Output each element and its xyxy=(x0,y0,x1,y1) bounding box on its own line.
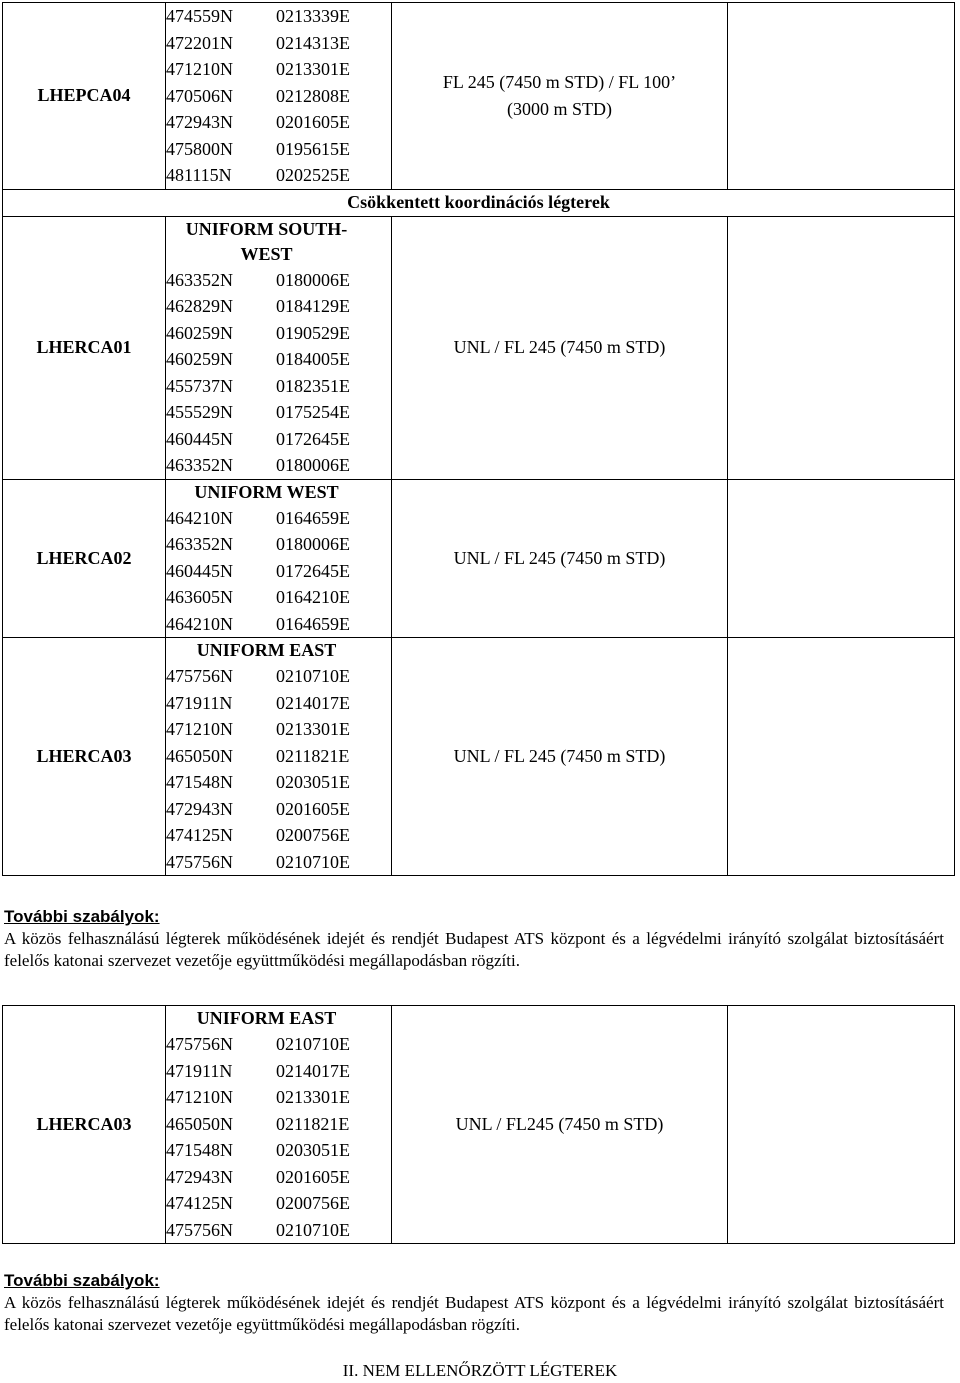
coordinate-pair xyxy=(166,136,391,163)
longitude: 0172645E xyxy=(276,428,350,449)
longitude: 0201605E xyxy=(276,112,350,132)
latitude: 460445N xyxy=(166,428,233,449)
coordinate-pair xyxy=(166,690,391,717)
coordinate-pair xyxy=(166,452,391,479)
zone-name: UNIFORM EAST xyxy=(196,1008,337,1028)
latitude: 463605N xyxy=(166,587,233,607)
longitude: 0180006E xyxy=(276,534,350,554)
latitude: 472201N xyxy=(166,32,233,53)
longitude: 0182351E xyxy=(276,375,350,396)
coordinate-pair xyxy=(166,83,391,110)
longitude: 0202525E xyxy=(276,165,350,185)
zone-name: UNIFORM WEST xyxy=(194,481,339,502)
rules-title: További szabályok: xyxy=(4,907,160,926)
longitude: 0210710E xyxy=(276,851,350,872)
airspace-table-2 xyxy=(2,1005,955,1244)
coordinate-pair xyxy=(166,1164,391,1191)
zone-code: LHERCA03 xyxy=(3,638,166,876)
altitude-line: (3000 m STD) xyxy=(507,98,612,119)
longitude: 0164210E xyxy=(276,587,350,607)
rules-title: További szabályok: xyxy=(4,1271,160,1290)
coordinate-pair xyxy=(166,1058,391,1085)
coordinate-pair xyxy=(166,162,391,189)
coordinate-pair xyxy=(166,1137,391,1164)
section-heading: Csökkentett koordinációs légterek xyxy=(3,189,955,216)
empty-cell xyxy=(728,3,955,190)
zone-row xyxy=(3,1006,955,1244)
coordinate-pair xyxy=(166,1031,391,1058)
coordinate-pair xyxy=(166,373,391,400)
latitude: 471210N xyxy=(166,719,233,739)
latitude: 462829N xyxy=(166,296,233,316)
empty-cell xyxy=(728,1006,955,1244)
latitude: 463352N xyxy=(166,455,233,475)
coordinate-pair xyxy=(166,716,391,743)
rules-body: A közös felhasználású légterek működésének idejét és rendjét Budapest ATS központ és a légvédelmi irányító szolgálat biztosításáért felelős katonai szervezet vezetője együttműködési megállapodásban rögzíti. xyxy=(4,1293,944,1334)
longitude: 0213301E xyxy=(276,719,350,739)
coordinate-pair xyxy=(166,426,391,453)
coordinate-pair xyxy=(166,1217,391,1244)
longitude: 0180006E xyxy=(276,455,350,475)
rules-body: A közös felhasználású légterek működésének idejét és rendjét Budapest ATS központ és a légvédelmi irányító szolgálat biztosításáért felelős katonai szervezet vezetője együttműködési megállapodásban rögzíti. xyxy=(4,929,944,970)
zone-row xyxy=(3,479,955,638)
zone-row-lhepca04 xyxy=(3,3,955,190)
coordinate-pair xyxy=(166,293,391,320)
latitude: 455529N xyxy=(166,402,233,422)
longitude: 0175254E xyxy=(276,402,350,422)
latitude: 475756N xyxy=(166,1034,233,1054)
latitude: 471210N xyxy=(166,1087,233,1107)
zone-name: UNIFORM SOUTH- xyxy=(185,218,348,239)
longitude: 0214313E xyxy=(276,32,350,53)
airspace-table-1-body xyxy=(3,3,955,876)
longitude: 0200756E xyxy=(276,825,350,845)
coordinate-pair xyxy=(166,505,391,532)
latitude: 475756N xyxy=(166,851,233,872)
latitude: 455737N xyxy=(166,375,233,396)
coordinate-pair xyxy=(166,611,391,638)
coordinate-pair xyxy=(166,1111,391,1138)
longitude: 0213301E xyxy=(276,59,350,79)
latitude: 460259N xyxy=(166,349,233,369)
latitude: 471548N xyxy=(166,772,233,792)
latitude: 481115N xyxy=(166,165,232,185)
latitude: 465050N xyxy=(166,745,233,766)
altitude-limits: UNL / FL245 (7450 m STD) xyxy=(392,1006,728,1244)
longitude: 0164659E xyxy=(276,613,350,634)
coordinate-pair xyxy=(166,30,391,57)
longitude: 0210710E xyxy=(276,1219,350,1240)
coordinate-pair xyxy=(166,1190,391,1217)
zone-row xyxy=(3,216,955,479)
latitude: 474125N xyxy=(166,1193,233,1213)
coordinate-pair xyxy=(166,531,391,558)
latitude: 470506N xyxy=(166,85,233,106)
coordinate-pair xyxy=(166,267,391,294)
latitude: 474559N xyxy=(166,6,233,26)
longitude: 0213301E xyxy=(276,1087,350,1107)
longitude: 0200756E xyxy=(276,1193,350,1213)
airspace-table-1 xyxy=(2,2,955,876)
coordinate-pair xyxy=(166,822,391,849)
latitude: 460445N xyxy=(166,560,233,581)
longitude: 0203051E xyxy=(276,772,350,792)
additional-rules-2 xyxy=(4,1270,944,1336)
longitude: 0203051E xyxy=(276,1140,350,1160)
coordinate-list xyxy=(166,479,392,638)
longitude: 0184005E xyxy=(276,349,350,369)
additional-rules-1 xyxy=(4,906,944,972)
longitude: 0214017E xyxy=(276,692,350,713)
latitude: 474125N xyxy=(166,825,233,845)
zone-row xyxy=(3,638,955,876)
latitude: 471911N xyxy=(166,692,233,713)
altitude-limits: UNL / FL 245 (7450 m STD) xyxy=(392,216,728,479)
latitude: 475756N xyxy=(166,1219,233,1240)
longitude: 0172645E xyxy=(276,560,350,581)
zone-name: WEST xyxy=(240,243,293,264)
latitude: 472943N xyxy=(166,798,233,819)
longitude: 0214017E xyxy=(276,1060,350,1081)
coordinate-pair xyxy=(166,3,391,30)
zone-code: LHERCA01 xyxy=(3,216,166,479)
latitude: 471210N xyxy=(166,59,233,79)
longitude: 0211821E xyxy=(276,745,350,766)
section-heading-uncontrolled-airspace: II. NEM ELLENŐRZÖTT LÉGTEREK xyxy=(342,1361,618,1380)
latitude: 464210N xyxy=(166,507,233,528)
latitude: 463352N xyxy=(166,269,233,290)
coordinate-pair xyxy=(166,558,391,585)
longitude: 0180006E xyxy=(276,269,350,290)
longitude: 0201605E xyxy=(276,1166,350,1187)
longitude: 0211821E xyxy=(276,1113,350,1134)
coordinate-pair xyxy=(166,849,391,876)
latitude: 472943N xyxy=(166,1166,233,1187)
coordinate-pair xyxy=(166,584,391,611)
longitude: 0190529E xyxy=(276,322,350,343)
coordinate-pair xyxy=(166,399,391,426)
coordinate-pair xyxy=(166,769,391,796)
longitude: 0212808E xyxy=(276,85,350,106)
coordinate-pair xyxy=(166,320,391,347)
altitude-limits xyxy=(392,3,728,190)
airspace-table-2-body xyxy=(3,1006,955,1244)
coordinate-pair xyxy=(166,346,391,373)
altitude-line: FL 245 (7450 m STD) / FL 100’ xyxy=(442,72,677,93)
longitude: 0210710E xyxy=(276,1034,350,1054)
coordinate-pair xyxy=(166,56,391,83)
latitude: 471911N xyxy=(166,1060,233,1081)
altitude-limits: UNL / FL 245 (7450 m STD) xyxy=(392,638,728,876)
zone-name: UNIFORM EAST xyxy=(196,640,337,660)
coordinate-pair xyxy=(166,796,391,823)
longitude: 0164659E xyxy=(276,507,350,528)
latitude: 471548N xyxy=(166,1140,233,1160)
longitude: 0201605E xyxy=(276,798,350,819)
latitude: 465050N xyxy=(166,1113,233,1134)
latitude: 472943N xyxy=(166,112,233,132)
altitude-limits: UNL / FL 245 (7450 m STD) xyxy=(392,479,728,638)
empty-cell xyxy=(728,479,955,638)
longitude: 0213339E xyxy=(276,6,350,26)
longitude: 0210710E xyxy=(276,666,350,686)
coordinate-pair xyxy=(166,663,391,690)
zone-code: LHEPCA04 xyxy=(3,3,166,190)
longitude: 0184129E xyxy=(276,296,350,316)
coordinate-list xyxy=(166,1006,392,1244)
coordinate-list xyxy=(166,3,392,190)
latitude: 475800N xyxy=(166,138,233,159)
empty-cell xyxy=(728,638,955,876)
section-row xyxy=(3,189,955,216)
coordinate-pair xyxy=(166,1084,391,1111)
latitude: 463352N xyxy=(166,534,233,554)
coordinate-pair xyxy=(166,743,391,770)
latitude: 475756N xyxy=(166,666,233,686)
coordinate-list xyxy=(166,216,392,479)
latitude: 460259N xyxy=(166,322,233,343)
empty-cell xyxy=(728,216,955,479)
coordinate-list xyxy=(166,638,392,876)
coordinate-pair xyxy=(166,109,391,136)
longitude: 0195615E xyxy=(276,138,350,159)
zone-code: LHERCA02 xyxy=(3,479,166,638)
zone-code: LHERCA03 xyxy=(3,1006,166,1244)
latitude: 464210N xyxy=(166,613,233,634)
